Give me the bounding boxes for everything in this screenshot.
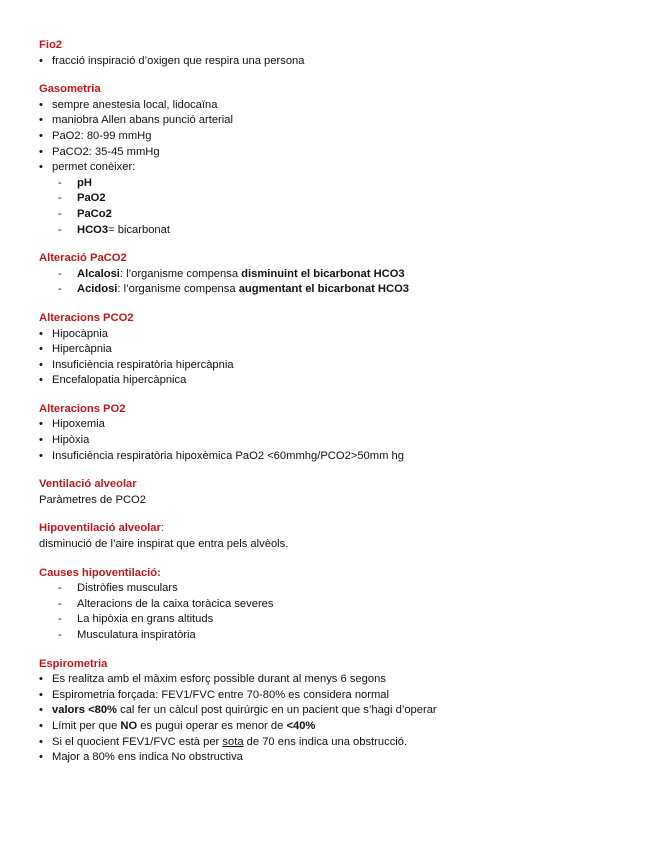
sub-list-item-text: Distròfies musculars — [77, 582, 178, 595]
dash-icon: - — [58, 176, 62, 189]
list-item-bold: NO — [120, 719, 138, 732]
list-item-text: PaCO2: 35-45 mmHg — [52, 145, 160, 158]
sub-list-item — [39, 267, 629, 283]
bullet-icon: • — [39, 673, 43, 686]
heading-espirometria: Espirometria — [39, 657, 108, 670]
list-item-text: fracció inspiració d’oxigen que respira una persona — [52, 54, 305, 67]
list-item — [39, 98, 629, 114]
sub-list-item — [39, 191, 629, 207]
list-item — [39, 417, 629, 433]
list-item-text: Límit per que — [52, 719, 121, 732]
heading-gasometria: Gasometria — [39, 83, 101, 96]
heading-alteracio-paco2: Alteració PaCO2 — [39, 252, 127, 265]
bullet-icon: • — [39, 719, 43, 732]
heading-hipoventilacio-text: Hipoventilació alveolar — [39, 522, 161, 535]
list-item — [39, 129, 629, 145]
bullet-icon: • — [39, 688, 43, 701]
bullet-icon: • — [39, 145, 43, 158]
list-item — [39, 703, 629, 719]
paragraph: disminució de l’aire inspirat que entra pels alvèols. — [39, 538, 289, 551]
list-item-text: cal fer un càlcul post quirúrgic en un pacient que s’hagi d’operar — [117, 704, 437, 717]
section-ventilacio — [39, 477, 629, 508]
list-item — [39, 750, 629, 766]
sub-list-item — [39, 612, 629, 628]
section-alteracio-paco2 — [39, 251, 629, 298]
hco3-label: HCO3 — [77, 223, 109, 236]
list-item — [39, 145, 629, 161]
acidosi-label: Acidosi — [77, 283, 118, 296]
dash-icon: - — [58, 597, 62, 610]
sub-list-item-text: Musculatura inspiratòria — [77, 629, 196, 641]
list-item — [39, 735, 629, 751]
list-item — [39, 449, 629, 465]
dash-icon: - — [58, 223, 62, 236]
list-item — [39, 113, 629, 129]
list-item-text: Insuficiència respiratòria hipercàpnia — [52, 358, 234, 371]
bullet-icon: • — [39, 434, 43, 447]
list-item — [39, 433, 629, 449]
section-gasometria — [39, 82, 629, 238]
heading-causes: Causes hipoventilació: — [39, 566, 161, 579]
bullet-icon: • — [39, 54, 43, 67]
section-hipoventilacio — [39, 521, 629, 552]
list-item-text: Insuficiència respiratòria hipoxèmica PaO2 <60mmhg/PCO2>50mm hg — [52, 449, 404, 462]
sub-list-item — [39, 581, 629, 597]
alcalosi-text: : l’organisme compensa — [119, 267, 242, 280]
list-item-text: Hipocàpnia — [52, 327, 108, 340]
list-item-text: sempre anestesia local, lidocaïna — [52, 98, 218, 111]
dash-icon: - — [58, 267, 62, 280]
list-item-underlined: sota — [222, 735, 244, 748]
section-causes — [39, 566, 629, 644]
section-alteracions-po2 — [39, 402, 629, 464]
list-item-text: permet conèixer: — [52, 161, 136, 174]
bullet-icon: • — [39, 161, 43, 174]
dash-icon: - — [58, 207, 62, 220]
bullet-icon: • — [39, 449, 43, 462]
acidosi-text: : l’organisme compensa — [117, 283, 239, 296]
sub-list-item-text: PaCo2 — [77, 207, 112, 220]
list-item-bold: valors <80% — [52, 704, 117, 717]
list-item-text: Es realitza amb el màxim esforç possible durant al menys 6 segons — [52, 673, 386, 686]
list-item — [39, 327, 629, 343]
list-item-text: Espirometria forçada: FEV1/FVC entre 70-80% es considera normal — [52, 688, 390, 701]
list-item-bold: <40% — [286, 719, 316, 732]
dash-icon: - — [58, 629, 62, 641]
list-item — [39, 672, 629, 688]
heading-ventilacio: Ventilació alveolar — [39, 478, 137, 491]
document-page — [39, 38, 629, 779]
list-item-text: de 70 ens indica una obstrucció. — [243, 735, 408, 748]
bullet-icon: • — [39, 374, 43, 387]
sub-list-item — [39, 176, 629, 192]
bullet-icon: • — [39, 704, 43, 717]
bullet-icon: • — [39, 114, 43, 127]
paragraph: Paràmetres de PCO2 — [39, 493, 146, 506]
list-item — [39, 688, 629, 704]
sub-list-item-text: PaO2 — [77, 192, 106, 205]
bullet-icon: • — [39, 358, 43, 371]
sub-list-item — [39, 628, 629, 644]
sub-list-item-text: pH — [77, 176, 92, 189]
dash-icon: - — [58, 582, 62, 595]
list-item-text: Hipoxemia — [52, 418, 105, 431]
list-item-text: Hipercàpnia — [52, 343, 112, 356]
list-item — [39, 54, 629, 70]
bullet-icon: • — [39, 418, 43, 431]
heading-alteracions-po2: Alteracions PO2 — [39, 402, 126, 415]
dash-icon: - — [58, 613, 62, 626]
list-item-text: Hipòxia — [52, 434, 90, 447]
sub-list-item — [39, 207, 629, 223]
section-alteracions-pco2 — [39, 311, 629, 389]
list-item — [39, 358, 629, 374]
acidosi-bold-text: augmentant el bicarbonat HCO3 — [238, 283, 410, 296]
dash-icon: - — [58, 283, 62, 296]
list-item — [39, 160, 629, 176]
list-item-text: maniobra Allen abans punció arterial — [52, 114, 233, 127]
bullet-icon: • — [39, 751, 43, 764]
list-item — [39, 373, 629, 389]
section-espirometria — [39, 657, 629, 766]
sub-list-item — [39, 223, 629, 239]
list-item-text: Major a 80% ens indica No obstructiva — [52, 751, 243, 764]
list-item-text: Si el quocient FEV1/FVC està per — [52, 735, 223, 748]
bullet-icon: • — [39, 735, 43, 748]
sub-list-item-text: Alteracions de la caixa toràcica severes — [77, 597, 274, 610]
hco3-text: = bicarbonat — [108, 223, 170, 236]
bullet-icon: • — [39, 327, 43, 340]
list-item — [39, 719, 629, 735]
heading-alteracions-pco2: Alteracions PCO2 — [39, 311, 134, 324]
sub-list-item — [39, 282, 629, 298]
heading-colon: : — [160, 522, 164, 535]
list-item-text: es pugui operar es menor de — [137, 719, 287, 732]
alcalosi-bold-text: disminuint el bicarbonat HCO3 — [241, 267, 405, 280]
sub-list-item-text: La hipòxia en grans altituds — [77, 613, 214, 626]
bullet-icon: • — [39, 129, 43, 142]
heading-fio2: Fio2 — [39, 39, 62, 51]
heading-hipoventilacio — [39, 521, 629, 537]
alcalosi-label: Alcalosi — [77, 267, 120, 280]
bullet-icon: • — [39, 343, 43, 356]
dash-icon: - — [58, 192, 62, 205]
section-fio2 — [39, 38, 629, 69]
list-item-text: Encefalopatia hipercàpnica — [52, 374, 187, 387]
list-item-text: PaO2: 80-99 mmHg — [52, 129, 152, 142]
sub-list-item — [39, 597, 629, 613]
bullet-icon: • — [39, 98, 43, 111]
list-item — [39, 342, 629, 358]
